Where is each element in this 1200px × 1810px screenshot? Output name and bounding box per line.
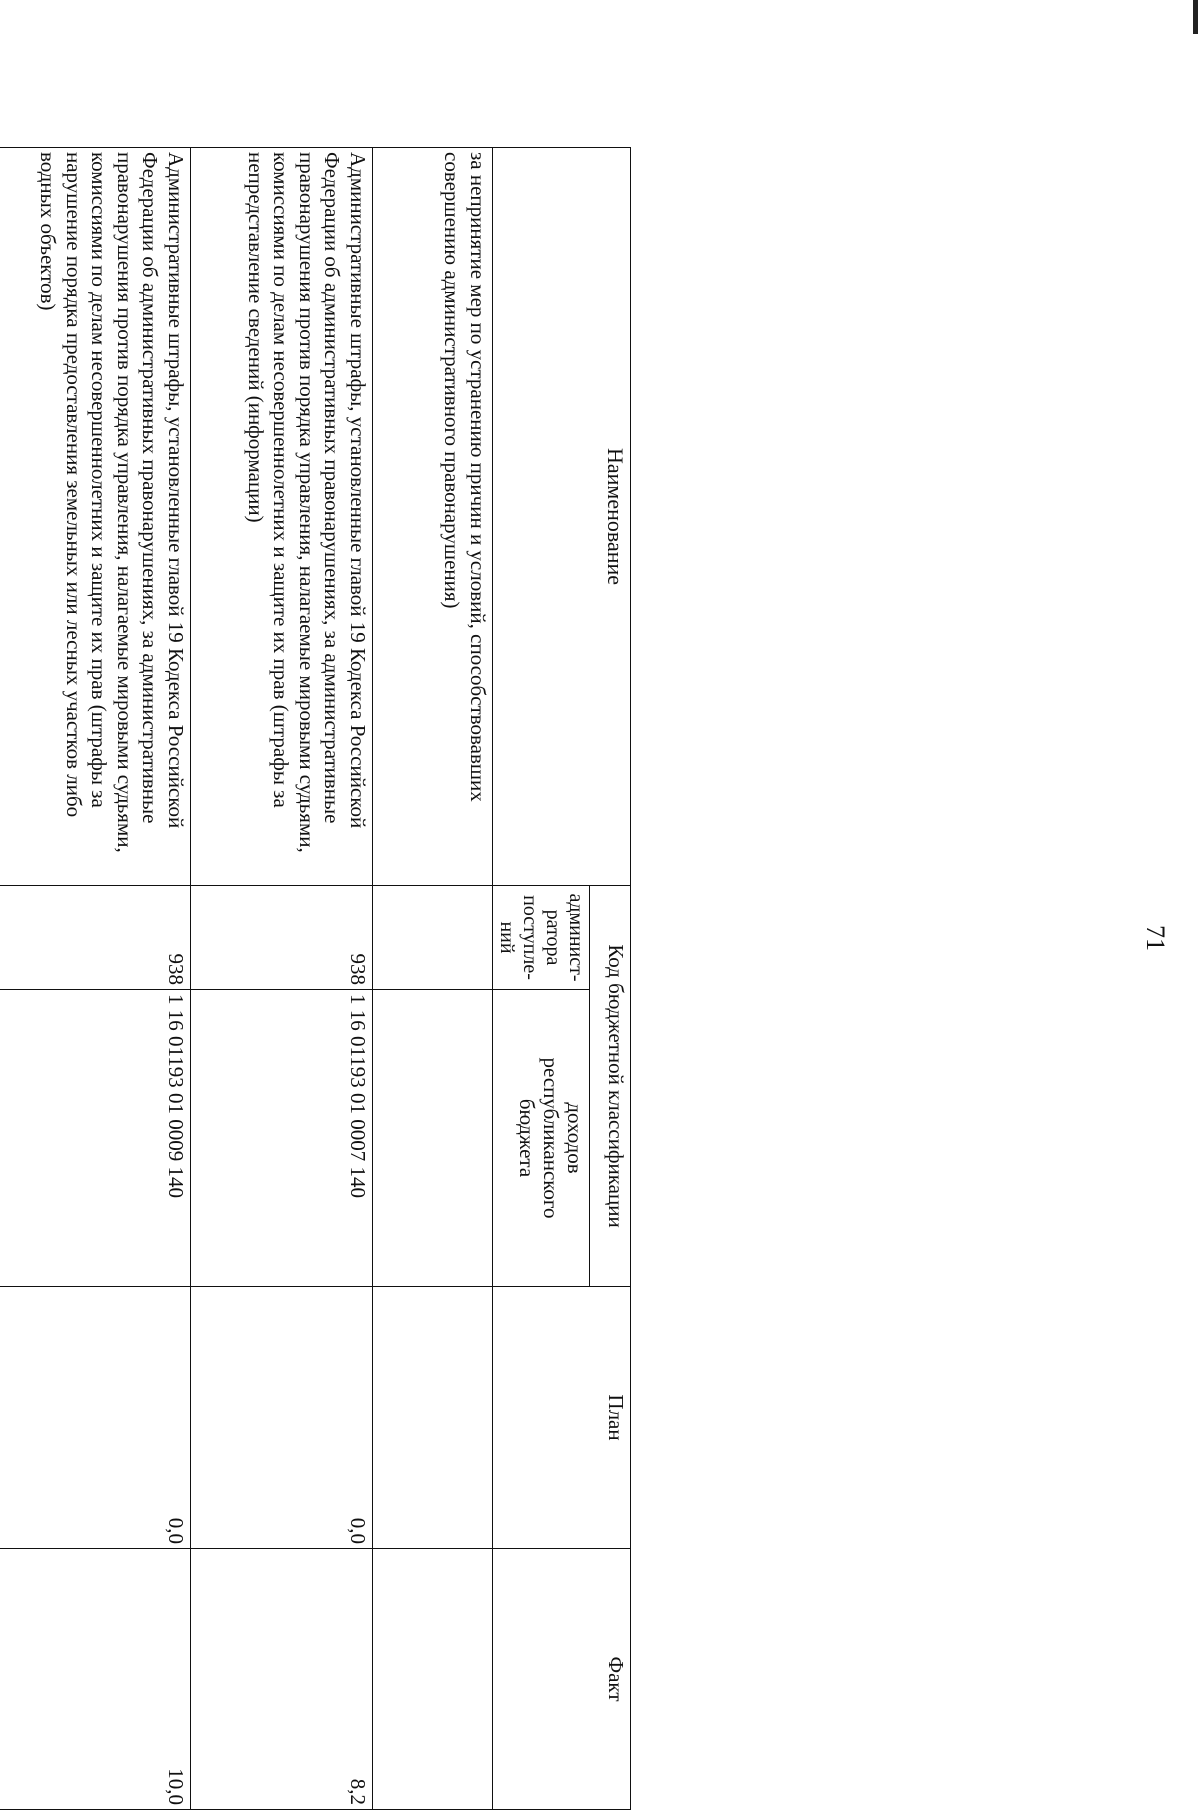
budget-income-table <box>0 147 631 1810</box>
header-income: доходов республиканского бюджета <box>493 990 590 1287</box>
table-row <box>373 148 493 1810</box>
budget-table-sheet <box>0 147 631 1809</box>
page-number: 71 <box>1141 925 1170 951</box>
row-fact <box>373 1549 493 1810</box>
row-income-code <box>373 990 493 1287</box>
header-plan: План <box>493 1287 631 1549</box>
row-administrator-code: 938 <box>191 886 373 990</box>
row-plan: 0,0 <box>191 1287 373 1549</box>
header-administrator: админист- ратора поступле- ний <box>493 886 590 990</box>
header-fact: Факт <box>493 1549 631 1810</box>
header-code-group: Код бюджетной классификации <box>590 886 631 1287</box>
table-row <box>0 148 191 1810</box>
row-fact: 8,2 <box>191 1549 373 1810</box>
row-plan <box>373 1287 493 1549</box>
row-name: за непринятие мер по устранению причин и условий, способствовавших совершению административного правонарушения) <box>373 148 493 886</box>
row-name: Административные штрафы, установленные главой 19 Кодекса Российской Федерации об административных правонарушениях, за административные правонарушения против порядка управления, налагаемые мировыми судьями, комиссиями по делам несовершеннолетних и защите их прав (штрафы за непредставление сведений (информации) <box>191 148 373 886</box>
row-plan: 0,0 <box>0 1287 191 1549</box>
scan-edge-mark <box>1193 0 1198 34</box>
row-administrator-code <box>373 886 493 990</box>
header-name: Наименование <box>493 148 631 886</box>
table-header-row <box>590 148 631 1810</box>
row-income-code: 1 16 01193 01 0009 140 <box>0 990 191 1287</box>
row-income-code: 1 16 01193 01 0007 140 <box>191 990 373 1287</box>
row-administrator-code: 938 <box>0 886 191 990</box>
row-name: Административные штрафы, установленные главой 19 Кодекса Российской Федерации об административных правонарушениях, за административные правонарушения против порядка управления, налагаемые мировыми судьями, комиссиями по делам несовершеннолетних и защите их прав (штрафы за нарушение порядка предоставления земельных или лесных участков либо водных объектов) <box>0 148 191 886</box>
row-fact: 10,0 <box>0 1549 191 1810</box>
table-row <box>191 148 373 1810</box>
